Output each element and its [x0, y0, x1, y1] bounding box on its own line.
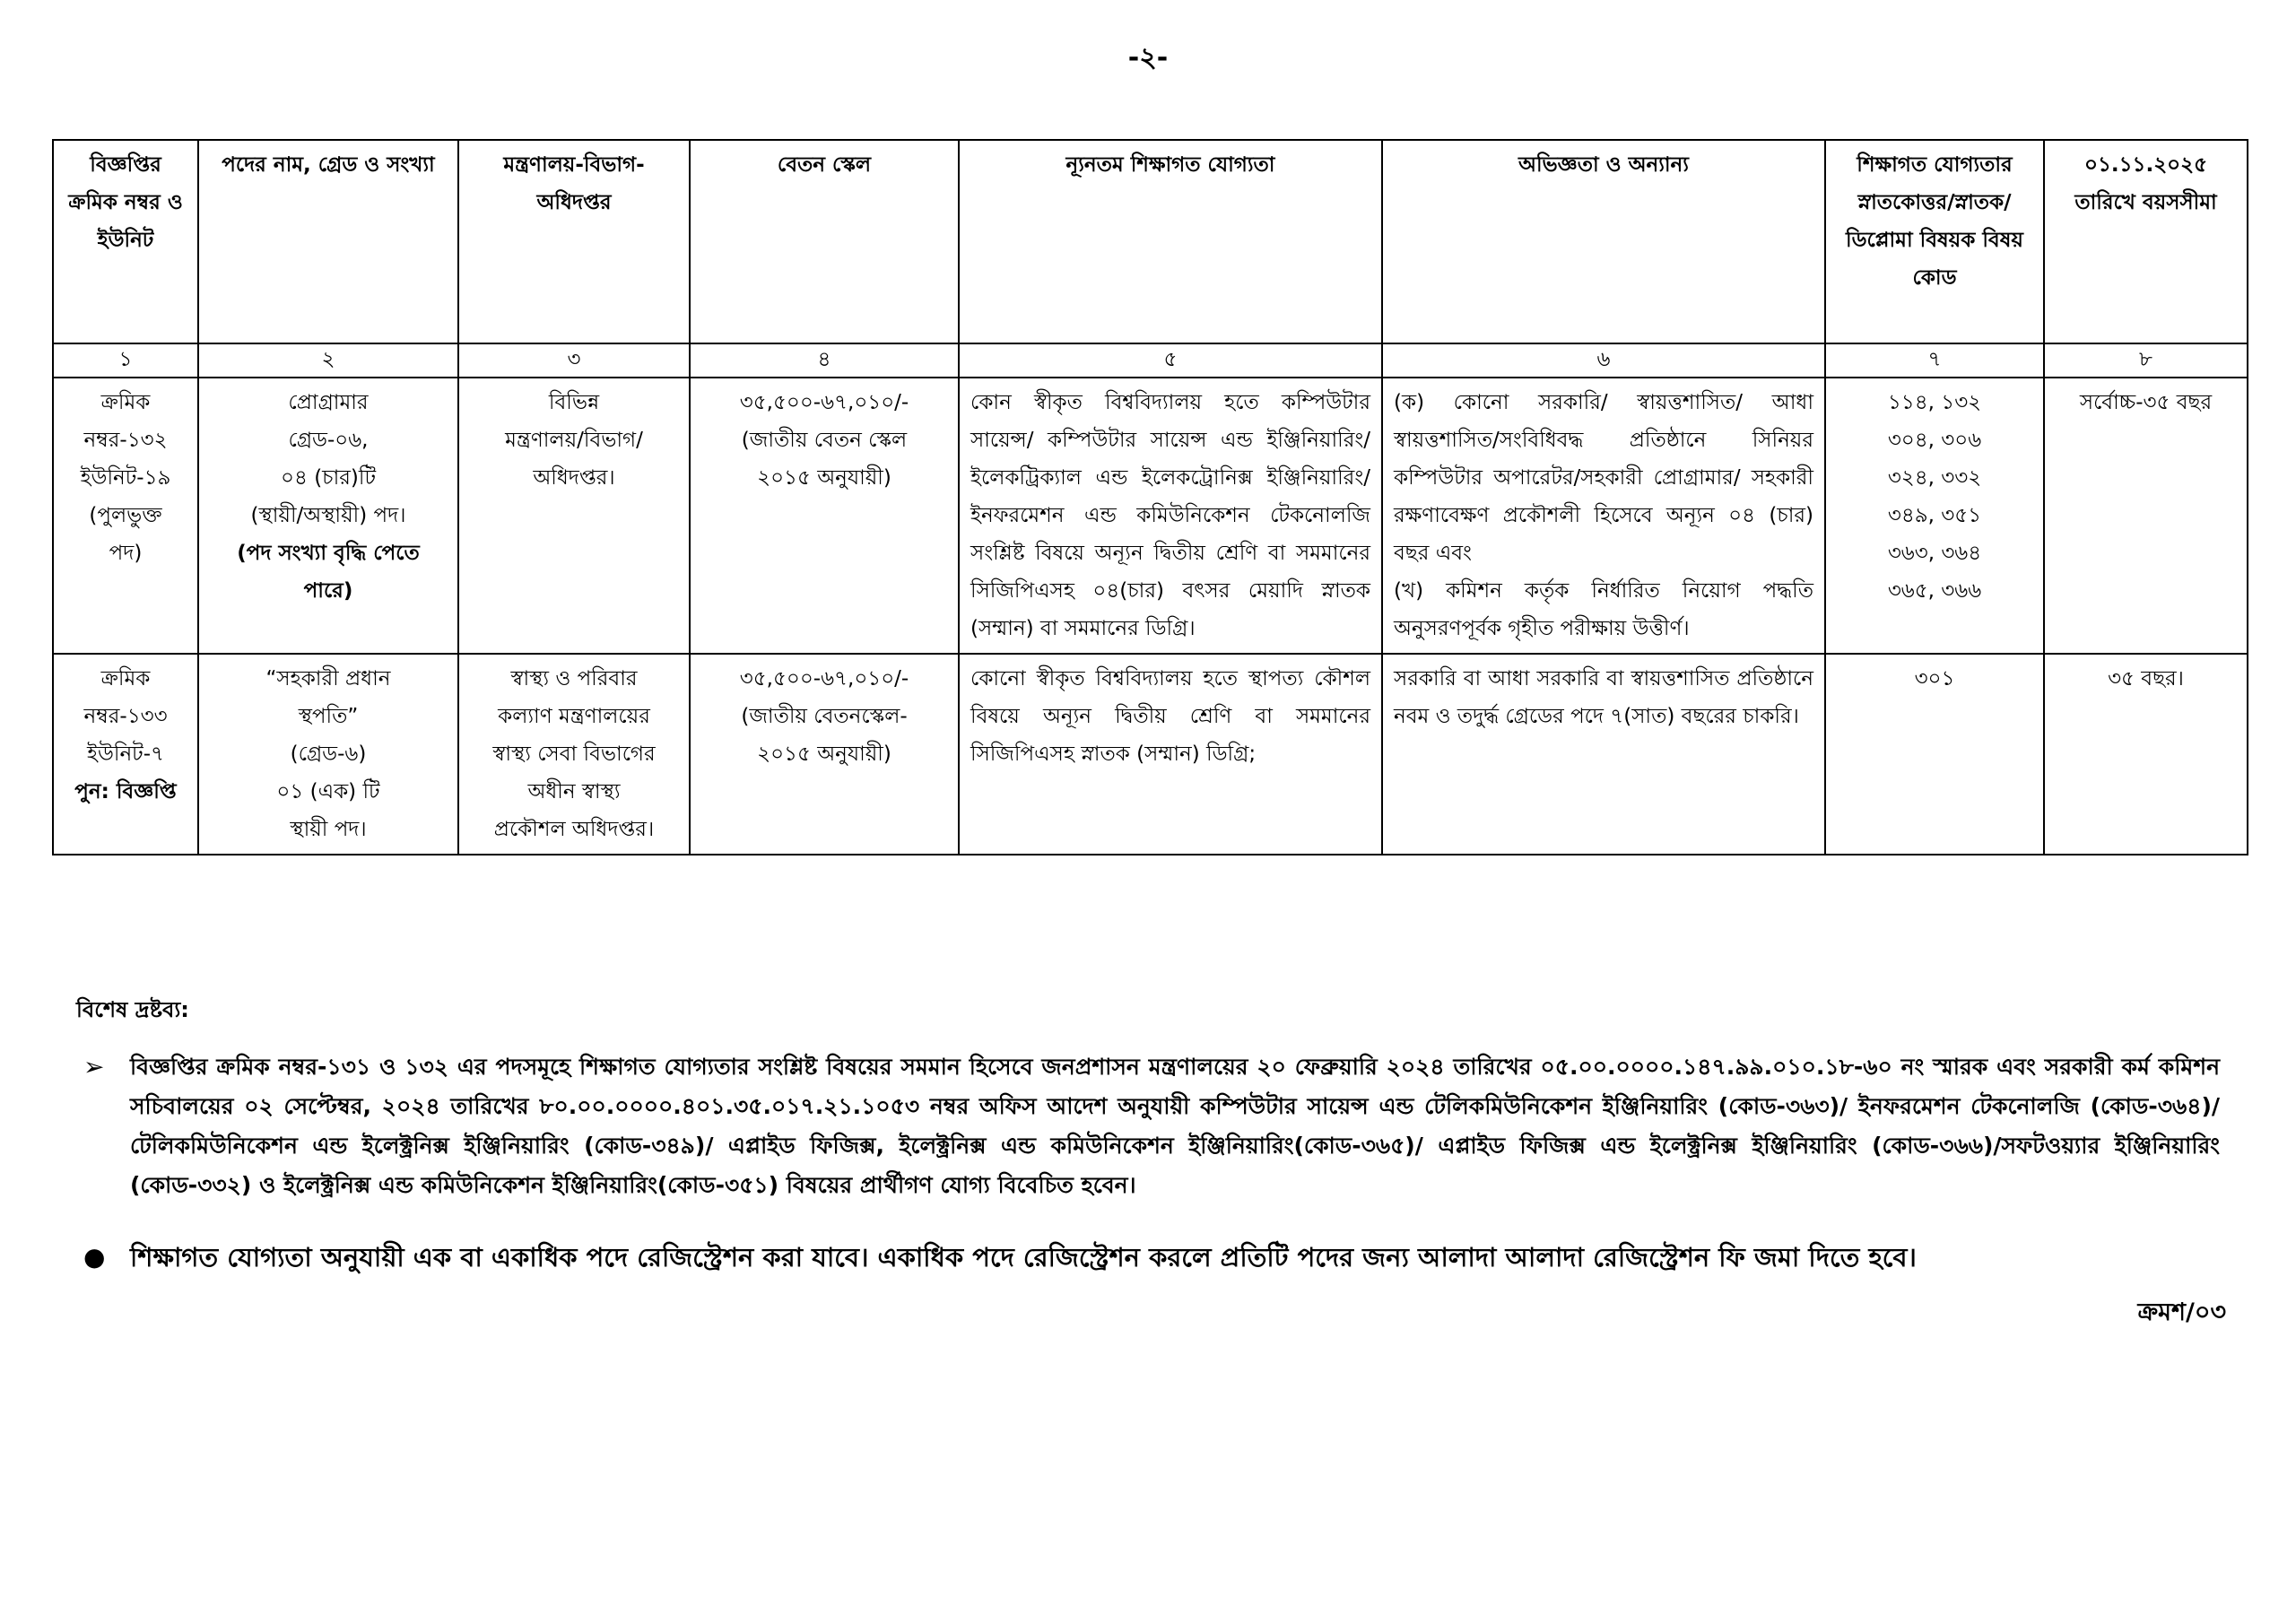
- ministry-line: প্রকৌশল অধিদপ্তর।: [493, 818, 655, 841]
- recruitment-table: [52, 139, 2248, 855]
- serial-line: (পুলভুক্ত: [89, 504, 162, 527]
- subject-code-cell: [1825, 378, 2044, 654]
- serial-cell: [53, 378, 198, 654]
- serial-line: ইউনিট-১৯: [80, 466, 171, 490]
- ministry-cell: [458, 654, 690, 855]
- experience-clause: (খ) কমিশন কর্তৃক নির্ধারিত নিয়োগ পদ্ধতি অনুসরণপূর্বক গৃহীত পরীক্ষায় উত্তীর্ণ।: [1394, 579, 1813, 640]
- post-line: গ্রেড-০৬,: [288, 429, 369, 452]
- subject-code-line: ৩৬৫, ৩৬৬: [1887, 579, 1982, 603]
- subject-code-cell: [1825, 654, 2044, 855]
- header-serial: বিজ্ঞপ্তির ক্রমিক নম্বর ও ইউনিট: [53, 140, 198, 343]
- header-pay-scale: বেতন স্কেল: [690, 140, 959, 343]
- ministry-line: স্বাস্থ্য ও পরিবার: [510, 667, 638, 690]
- pay-scale-line: ৩৫,৫০০-৬৭,০১০/-: [739, 667, 909, 690]
- table-row: [53, 378, 2248, 654]
- subject-code-line: ৩০১: [1914, 667, 1955, 690]
- ministry-cell: [458, 378, 690, 654]
- column-number: ১: [53, 343, 198, 378]
- post-line: স্থায়ী পদ।: [290, 818, 367, 841]
- table-row: [53, 654, 2248, 855]
- pay-scale-line: ৩৫,৫০০-৬৭,০১০/-: [739, 391, 909, 414]
- post-line: “সহকারী প্রধান: [265, 667, 391, 690]
- note-text: শিক্ষাগত যোগ্যতা অনুযায়ী এক বা একাধিক পদে রেজিস্ট্রেশন করা যাবে। একাধিক পদে রেজিস্ট্রেশন করলে প্রতিটি পদের জন্য আলাদা আলাদা রেজিস্ট্রেশন ফি জমা দিতে হবে।: [130, 1242, 1917, 1272]
- header-age-limit: ০১.১১.২০২৫ তারিখে বয়সসীমা: [2044, 140, 2248, 343]
- continued-marker: ক্রমশ/০৩: [2137, 1298, 2226, 1326]
- header-qualification: ন্যূনতম শিক্ষাগত যোগ্যতা: [959, 140, 1382, 343]
- serial-line: নম্বর-১৩২: [83, 429, 168, 452]
- subject-code-line: ৩৬৩, ৩৬৪: [1887, 542, 1982, 565]
- serial-line: ক্রমিক: [100, 667, 151, 690]
- pay-scale-cell: [690, 654, 959, 855]
- subject-code-line: ৩০৪, ৩০৬: [1887, 429, 1982, 452]
- ministry-line: স্বাস্থ্য সেবা বিভাগের: [492, 743, 656, 766]
- pay-scale-cell: [690, 378, 959, 654]
- re-advertisement-label: পুন: বিজ্ঞপ্তি: [74, 780, 177, 803]
- serial-cell: [53, 654, 198, 855]
- arrow-bullet-icon: ➢: [83, 1052, 105, 1081]
- age-limit-cell: সর্বোচ্চ-৩৫ বছর: [2044, 378, 2248, 654]
- post-line: ০১ (এক) টি: [276, 780, 380, 803]
- age-limit-cell: ৩৫ বছর।: [2044, 654, 2248, 855]
- column-number: ৬: [1382, 343, 1825, 378]
- post-line: (স্থায়ী/অস্থায়ী) পদ।: [250, 504, 406, 527]
- post-line: প্রোগ্রামার: [288, 391, 369, 414]
- header-experience: অভিজ্ঞতা ও অন্যান্য: [1382, 140, 1825, 343]
- column-number: ৮: [2044, 343, 2248, 378]
- post-cell: [198, 378, 458, 654]
- subject-code-line: ১১৪, ১৩২: [1887, 391, 1982, 414]
- pay-scale-line: (জাতীয় বেতনস্কেল-: [741, 705, 908, 728]
- serial-line: ইউনিট-৭: [87, 743, 164, 766]
- qualification-cell: কোনো স্বীকৃত বিশ্ববিদ্যালয় হতে স্থাপত্য কৌশল বিষয়ে অন্যূন দ্বিতীয় শ্রেণি বা সমমানের সিজিপিএসহ স্নাতক (সম্মান) ডিগ্রি;: [959, 654, 1382, 855]
- experience-clause: (ক) কোনো সরকারি/ স্বায়ত্তশাসিত/ আধা স্বায়ত্তশাসিত/সংবিধিবদ্ধ প্রতিষ্ঠানে সিনিয়র কম্পিউটার অপারেটর/সহকারী প্রোগ্রামার/ সহকারী রক্ষণাবেক্ষণ প্রকৌশলী হিসেবে অন্যূন ০৪ (চার) বছর এবং: [1394, 391, 1813, 565]
- experience-clause: সরকারি বা আধা সরকারি বা স্বায়ত্তশাসিত প্রতিষ্ঠানে নবম ও তদুর্দ্ধ গ্রেডের পদে ৭(সাত) বছরের চাকরি।: [1394, 667, 1813, 728]
- ministry-line: অধীন স্বাস্থ্য: [527, 780, 621, 803]
- serial-line: ক্রমিক: [100, 391, 151, 414]
- experience-cell: [1382, 654, 1825, 855]
- pay-scale-line: (জাতীয় বেতন স্কেল: [741, 429, 908, 452]
- ministry-line: বিভিন্ন: [548, 391, 600, 414]
- header-subject-code: শিক্ষাগত যোগ্যতার স্নাতকোত্তর/স্নাতক/ ডিপ্লোমা বিষয়ক বিষয় কোড: [1825, 140, 2044, 343]
- post-cell: [198, 654, 458, 855]
- serial-line: পদ): [109, 542, 143, 565]
- dot-bullet-icon: ●: [83, 1242, 106, 1272]
- column-number: ৪: [690, 343, 959, 378]
- subject-code-line: ৩৪৯, ৩৫১: [1887, 504, 1982, 527]
- ministry-line: অধিদপ্তর।: [533, 466, 615, 490]
- header-post: পদের নাম, গ্রেড ও সংখ্যা: [198, 140, 458, 343]
- post-note: (পদ সংখ্যা বৃদ্ধি পেতে পারে): [237, 542, 420, 603]
- page-number: -২-: [1127, 42, 1169, 74]
- column-number: ৭: [1825, 343, 2044, 378]
- post-line: (গ্রেড-৬): [290, 743, 367, 766]
- note-text: বিজ্ঞপ্তির ক্রমিক নম্বর-১৩১ ও ১৩২ এর পদসমূহে শিক্ষাগত যোগ্যতার সংশ্লিষ্ট বিষয়ের সমমান হিসেবে জনপ্রশাসন মন্ত্রণালয়ের ২০ ফেব্রুয়ারি ২০২৪ তারিখের ০৫.০০.০০০০.১৪৭.৯৯.০১০.১৮-৬০ নং স্মারক এবং সরকারী কর্ম কমিশন সচিবালয়ের ০২ সেপ্টেম্বর, ২০২৪ তারিখের ৮০.০০.০০০০.৪০১.৩৫.০১৭.২১.১০৫৩ নম্বর অফিস আদেশ অনুযায়ী কম্পিউটার সায়েন্স এন্ড টেলিকমিউনিকেশন ইঞ্জিনিয়ারিং (কোড-৩৬৩)/ ইনফরমেশন টেকনোলজি (কোড-৩৬৪)/ টেলিকমিউনিকেশন এন্ড ইলেক্ট্রনিক্স ইঞ্জিনিয়ারিং (কোড-৩৪৯)/ এপ্লাইড ফিজিক্স, ইলেক্ট্রনিক্স এন্ড কমিউনিকেশন ইঞ্জিনিয়ারিং(কোড-৩৬৫)/ এপ্লাইড ফিজিক্স এন্ড ইলেক্ট্রনিক্স ইঞ্জিনিয়ারিং (কোড-৩৬৬)/সফটওয়্যার ইঞ্জিনিয়ারিং (কোড-৩৩২) ও ইলেক্ট্রনিক্স এন্ড কমিউনিকেশন ইঞ্জিনিয়ারিং(কোড-৩৫১) বিষয়ের প্রার্থীগণ যোগ্য বিবেচিত হবেন।: [130, 1054, 2220, 1198]
- serial-line: নম্বর-১৩৩: [83, 705, 168, 728]
- pay-scale-line: ২০১৫ অনুযায়ী): [757, 743, 891, 766]
- special-notes-heading: বিশেষ দ্রষ্টব্য:: [76, 997, 189, 1022]
- experience-cell: [1382, 378, 1825, 654]
- subject-code-line: ৩২৪, ৩৩২: [1887, 466, 1982, 490]
- header-ministry: মন্ত্রণালয়-বিভাগ-অধিদপ্তর: [458, 140, 690, 343]
- table-header-row: [53, 140, 2248, 343]
- post-line: ০৪ (চার)টি: [281, 466, 376, 490]
- column-number: ৫: [959, 343, 1382, 378]
- pay-scale-line: ২০১৫ অনুযায়ী): [757, 466, 891, 490]
- ministry-line: কল্যাণ মন্ত্রণালয়ের: [498, 705, 650, 728]
- note-item: [83, 1047, 2220, 1205]
- qualification-cell: কোন স্বীকৃত বিশ্ববিদ্যালয় হতে কম্পিউটার সায়েন্স/ কম্পিউটার সায়েন্স এন্ড ইঞ্জিনিয়ারিং/ইলেকট্রিক্যাল এন্ড ইলেকট্রোনিক্স ইঞ্জিনিয়ারিং/ইনফরমেশন এন্ড কমিউনিকেশন টেকনোলজি সংশ্লিষ্ট বিষয়ে অন্যূন দ্বিতীয় শ্রেণি বা সমমানের সিজিপিএসহ ০৪(চার) বৎসর মেয়াদি স্নাতক (সম্মান) বা সমমানের ডিগ্রি।: [959, 378, 1382, 654]
- column-number: ২: [198, 343, 458, 378]
- column-number: ৩: [458, 343, 690, 378]
- note-item: [83, 1238, 2220, 1277]
- column-number-row: [53, 343, 2248, 378]
- ministry-line: মন্ত্রণালয়/বিভাগ/: [505, 429, 643, 452]
- post-line: স্থপতি”: [298, 705, 359, 728]
